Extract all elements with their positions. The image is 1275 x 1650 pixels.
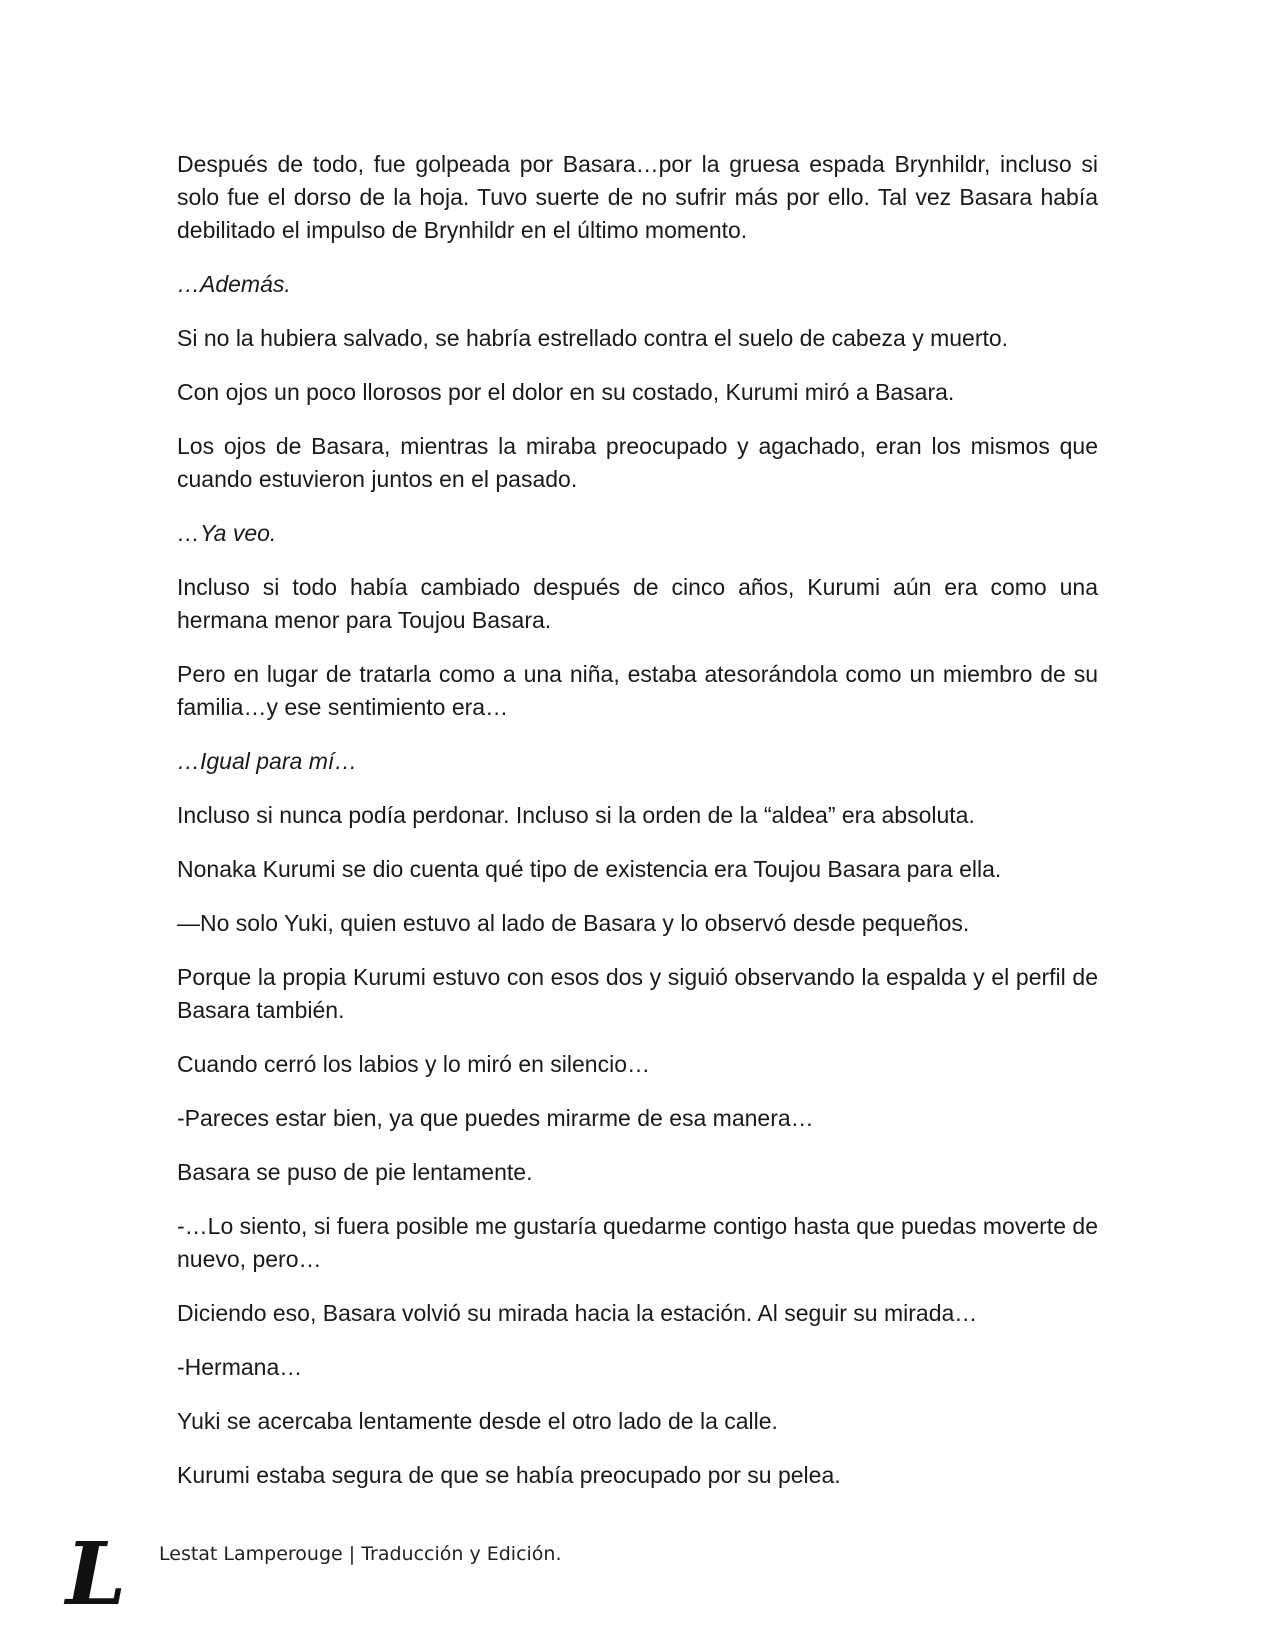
paragraph-19: -Hermana… xyxy=(177,1354,303,1380)
page-footer xyxy=(62,1524,762,1625)
paragraph-10: Incluso si nunca podía perdonar. Incluso si la orden de la “aldea” era absoluta. xyxy=(177,802,975,828)
paragraph-9: …Igual para mí… xyxy=(177,748,358,774)
paragraph-8: Pero en lugar de tratarla como a una niña, estaba atesorándola como un miembro de su familia…y ese sentimiento era… xyxy=(177,661,1098,720)
paragraph-20: Yuki se acercaba lentamente desde el otro lado de la calle. xyxy=(177,1408,778,1434)
paragraph-12: —No solo Yuki, quien estuvo al lado de Basara y lo observó desde pequeños. xyxy=(177,910,970,936)
paragraph-15: -Pareces estar bien, ya que puedes mirarme de esa manera… xyxy=(177,1105,814,1131)
paragraph-6: …Ya veo. xyxy=(177,520,277,546)
paragraph-4: Con ojos un poco llorosos por el dolor en su costado, Kurumi miró a Basara. xyxy=(177,379,955,405)
paragraph-1: Después de todo, fue golpeada por Basara…por la gruesa espada Brynhildr, incluso si solo fue el dorso de la hoja. Tuvo suerte de no sufrir más por ello. Tal vez Basara había debilitado el impulso de Brynhildr en el último momento. xyxy=(177,151,1098,243)
translator-credit: Lestat Lamperouge | Traducción y Edición. xyxy=(159,1543,562,1565)
paragraph-16: Basara se puso de pie lentamente. xyxy=(177,1159,533,1185)
paragraph-2: …Además. xyxy=(177,271,291,297)
paragraph-7: Incluso si todo había cambiado después de cinco años, Kurumi aún era como una hermana menor para Toujou Basara. xyxy=(177,574,1098,633)
paragraph-13: Porque la propia Kurumi estuvo con esos dos y siguió observando la espalda y el perfil de Basara también. xyxy=(177,964,1098,1023)
paragraph-21: Kurumi estaba segura de que se había preocupado por su pelea. xyxy=(177,1462,841,1488)
paragraph-11: Nonaka Kurumi se dio cuenta qué tipo de existencia era Toujou Basara para ella. xyxy=(177,856,1002,882)
paragraph-14: Cuando cerró los labios y lo miró en silencio… xyxy=(177,1051,650,1077)
paragraph-5: Los ojos de Basara, mientras la miraba preocupado y agachado, eran los mismos que cuando estuvieron juntos en el pasado. xyxy=(177,433,1098,492)
gothic-l-logo: L xyxy=(65,1524,127,1625)
paragraph-17: -…Lo siento, si fuera posible me gustaría quedarme contigo hasta que puedas moverte de nuevo, pero… xyxy=(177,1213,1098,1272)
body-text xyxy=(177,148,1098,1513)
paragraph-3: Si no la hubiera salvado, se habría estrellado contra el suelo de cabeza y muerto. xyxy=(177,325,1009,351)
paragraph-18: Diciendo eso, Basara volvió su mirada hacia la estación. Al seguir su mirada… xyxy=(177,1300,978,1326)
